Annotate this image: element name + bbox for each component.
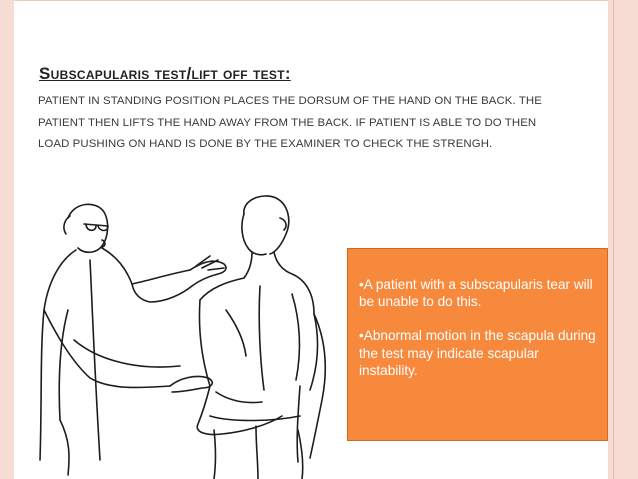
slide-left-border xyxy=(0,0,14,479)
callout-point-unable: •A patient with a subscapularis tear will be unable to do this. xyxy=(359,277,593,310)
lift-off-test-illustration xyxy=(30,190,330,479)
slide-body-text: PATIENT IN STANDING POSITION PLACES THE DORSUM OF THE HAND ON THE BACK. THE PATIENT THEN LIFTS THE HAND AWAY FROM THE BACK. IF PATIENT IS ABLE TO DO THEN LOAD PUSHING ON HAND IS DONE BY THE EXAMINER TO CHECK THE STRENGH. xyxy=(38,95,542,150)
slide-title: Subscapularis test/lift off test: xyxy=(39,64,291,83)
slide-top-divider xyxy=(14,0,608,1)
callout-point-scapula: •Abnormal motion in the scapula during the test may indicate scapular instability. xyxy=(359,328,596,378)
slide-right-divider xyxy=(613,0,614,479)
callout-box xyxy=(347,248,608,441)
